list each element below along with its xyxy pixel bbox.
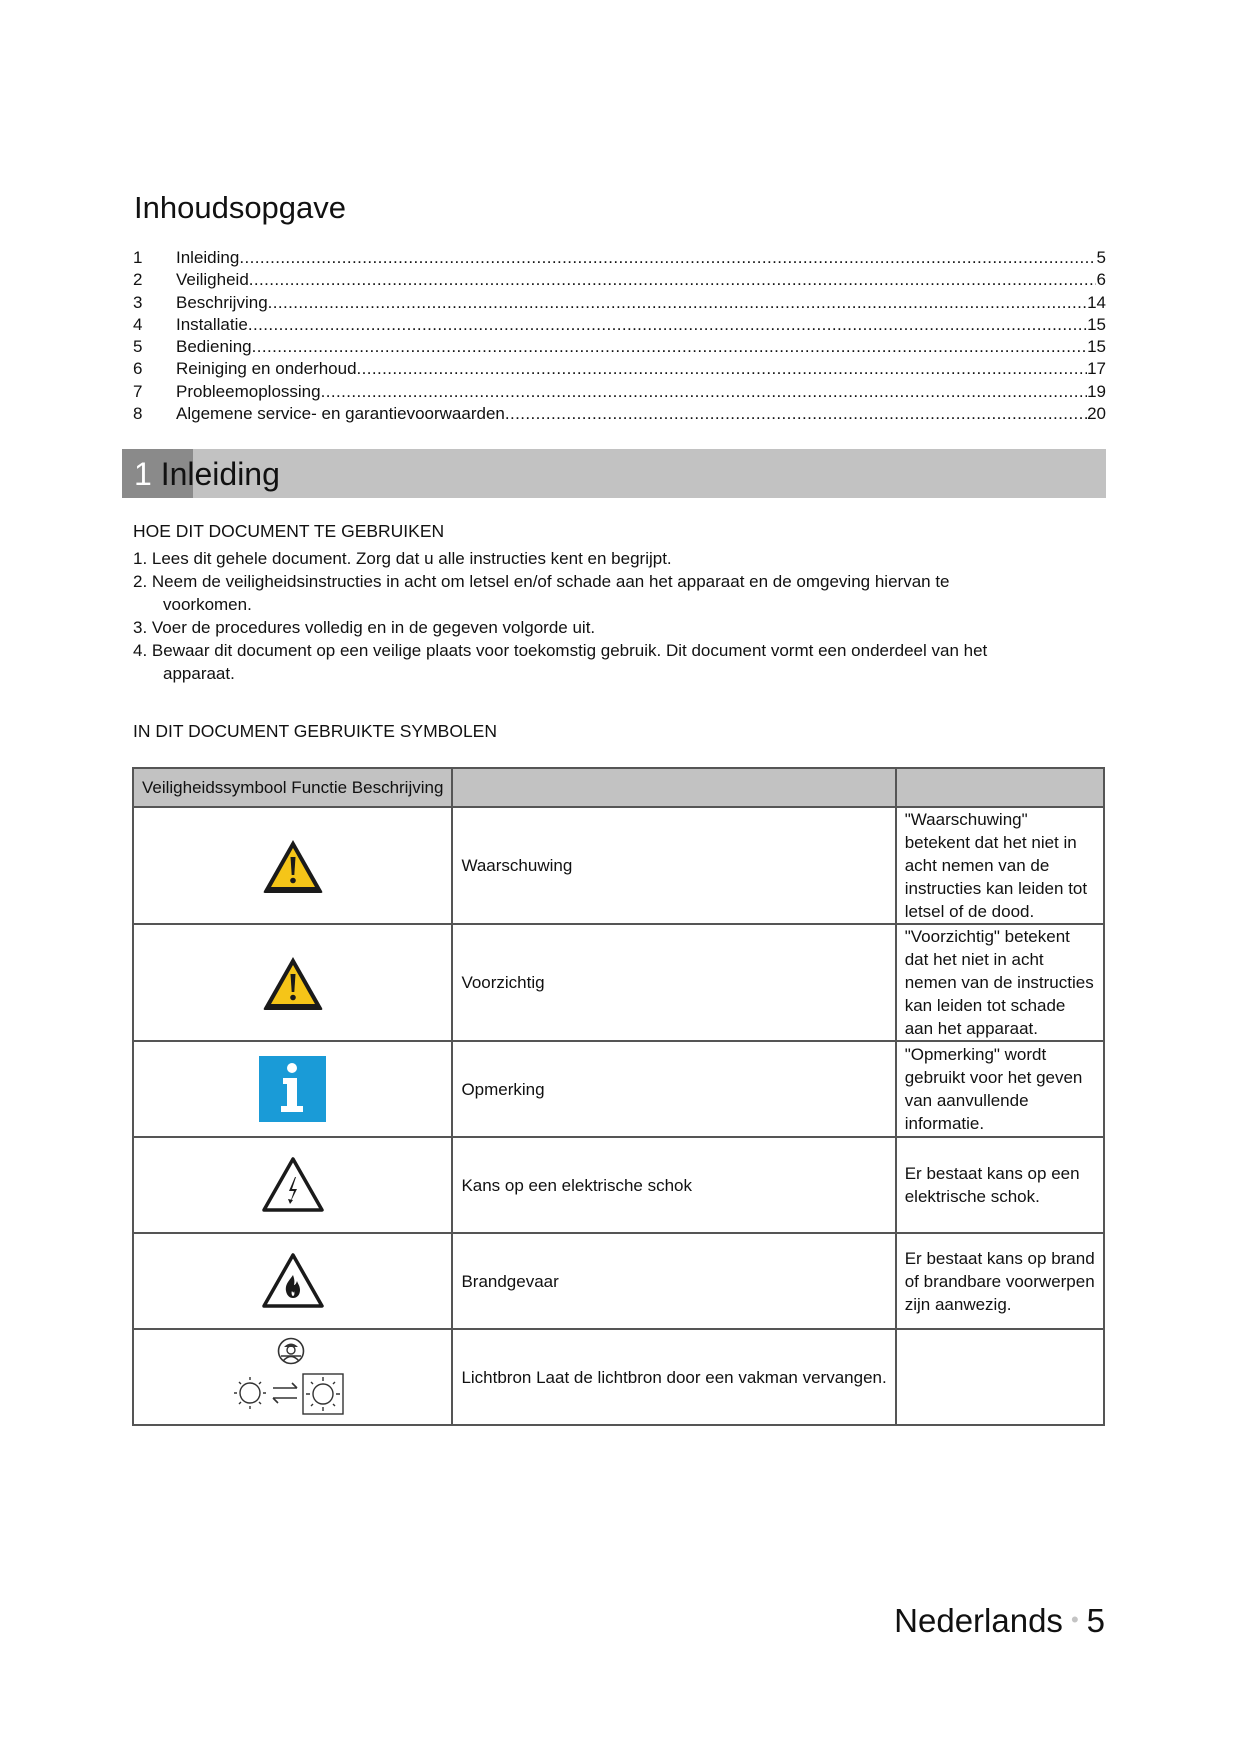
chapter-title: Inleiding xyxy=(160,456,280,492)
table-row xyxy=(133,1137,1104,1233)
description-cell xyxy=(896,1041,1104,1137)
toc-entry-page: 15 xyxy=(1087,337,1106,357)
toc-entry-label: Probleemoplossing xyxy=(176,381,321,401)
table-row xyxy=(133,1233,1104,1329)
function-cell xyxy=(452,924,895,1041)
toc-entry-page: 20 xyxy=(1087,404,1106,424)
toc-entry[interactable] xyxy=(133,314,1106,336)
toc-entry-number: 2 xyxy=(133,270,143,290)
technician-icon xyxy=(278,1339,303,1364)
table-row xyxy=(133,1041,1104,1137)
toc-entry-label: Veiligheid xyxy=(176,270,249,290)
symbol-function: Brandgevaar xyxy=(461,1271,559,1291)
info-icon xyxy=(259,1056,326,1122)
chapter-heading xyxy=(134,455,280,493)
symbol-cell xyxy=(133,1329,452,1425)
instruction-text: 3. Voer de procedures volledig en in de gegeven volgorde uit. xyxy=(133,618,596,637)
description-cell xyxy=(896,1137,1104,1233)
table-row xyxy=(133,1329,1104,1425)
symbol-function: Waarschuwing xyxy=(461,856,573,875)
toc-entry[interactable] xyxy=(133,269,1106,291)
toc-entry-label: Inleiding xyxy=(176,248,240,267)
table-header-text: Veiligheidssymbool Functie Beschrijving xyxy=(142,778,444,797)
toc-entry[interactable] xyxy=(133,381,1106,403)
table-header-cell xyxy=(896,768,1104,807)
lamp-icon xyxy=(234,1377,266,1409)
toc-leader-dots xyxy=(357,358,1088,380)
toc-entry-label: Algemene service- en garantievoorwaarden xyxy=(176,404,505,424)
toc-leader-dots xyxy=(252,336,1087,358)
chapter-number: 1 xyxy=(134,456,152,492)
how-to-use-heading: HOE DIT DOCUMENT TE GEBRUIKEN xyxy=(133,521,445,541)
toc-entry[interactable] xyxy=(133,403,1106,425)
caution-triangle-icon xyxy=(261,954,325,1012)
symbol-function: Voorzichtig xyxy=(461,973,545,992)
toc-entry-number: 1 xyxy=(133,248,143,267)
symbol-function: Opmerking xyxy=(461,1079,545,1099)
description-cell xyxy=(896,1233,1104,1329)
toc-entry[interactable] xyxy=(133,358,1106,380)
symbol-description: "Opmerking" wordt gebruikt voor het geven van aanvullende informatie. xyxy=(904,1045,1083,1133)
toc-entry-number: 6 xyxy=(133,359,143,379)
symbol-cell xyxy=(133,924,452,1041)
symbol-description: Er bestaat kans op een elektrische schok. xyxy=(904,1164,1080,1206)
warning-triangle-icon xyxy=(261,837,325,895)
toc-title: Inhoudsopgave xyxy=(134,190,347,225)
footer-separator: • xyxy=(1070,1607,1079,1632)
fire-hazard-icon xyxy=(260,1251,326,1311)
toc-leader-dots xyxy=(321,381,1087,403)
function-cell xyxy=(452,807,895,924)
symbol-cell xyxy=(133,1041,452,1137)
table-of-contents xyxy=(133,247,1106,425)
toc-entry-number: 4 xyxy=(133,314,143,334)
electric-shock-icon xyxy=(260,1155,326,1215)
toc-entry-page: 15 xyxy=(1087,314,1106,334)
footer-language: Nederlands xyxy=(894,1602,1063,1639)
instruction-item xyxy=(133,547,1093,570)
symbol-function: Kans op een elektrische schok xyxy=(461,1175,693,1195)
toc-entry[interactable] xyxy=(133,336,1106,358)
instruction-text: 2. Neem de veiligheidsinstructies in acht om letsel en/of schade aan het apparaat en de omgeving hiervan te xyxy=(133,572,950,591)
toc-leader-dots xyxy=(249,269,1096,291)
function-cell xyxy=(452,1041,895,1137)
toc-leader-dots xyxy=(505,403,1087,425)
symbol-description: Er bestaat kans op brand of brandbare voorwerpen zijn aanwezig. xyxy=(904,1248,1095,1314)
instruction-item xyxy=(133,639,1093,685)
description-cell xyxy=(896,1329,1104,1425)
toc-entry-number: 7 xyxy=(133,381,143,401)
light-source-replacement-icon xyxy=(231,1337,355,1417)
toc-entry[interactable] xyxy=(133,292,1106,314)
chapter-heading-bar xyxy=(122,449,1106,498)
toc-entry-page: 14 xyxy=(1087,292,1106,312)
table-header-cell xyxy=(452,768,895,807)
function-cell xyxy=(452,1137,895,1233)
symbols-table xyxy=(132,767,1105,1426)
symbol-cell xyxy=(133,807,452,924)
instruction-text-continued: voorkomen. xyxy=(163,595,252,614)
symbol-cell xyxy=(133,1233,452,1329)
toc-leader-dots xyxy=(248,314,1087,336)
instruction-text-continued: apparaat. xyxy=(163,664,235,683)
toc-entry-page: 6 xyxy=(1096,270,1106,290)
description-cell xyxy=(896,924,1104,1041)
toc-entry[interactable] xyxy=(133,247,1106,269)
description-cell xyxy=(896,807,1104,924)
table-row xyxy=(133,924,1104,1041)
instruction-item xyxy=(133,570,1093,616)
symbol-cell xyxy=(133,1137,452,1233)
toc-entry-label: Beschrijving xyxy=(176,292,268,312)
instruction-item xyxy=(133,616,1093,639)
toc-entry-page: 19 xyxy=(1087,381,1106,401)
table-row xyxy=(133,807,1104,924)
function-cell xyxy=(452,1329,895,1425)
swap-arrows-icon xyxy=(273,1383,297,1403)
page-number: 5 xyxy=(1086,1602,1105,1639)
page-footer xyxy=(894,1600,1105,1641)
toc-entry-page: 5 xyxy=(1096,248,1106,267)
boxed-lamp-icon xyxy=(303,1374,343,1414)
instructions-list xyxy=(133,547,1093,685)
toc-entry-label: Bediening xyxy=(176,337,252,357)
instruction-text: 1. Lees dit gehele document. Zorg dat u alle instructies kent en begrijpt. xyxy=(133,549,672,568)
toc-entry-number: 5 xyxy=(133,337,143,357)
toc-entry-number: 3 xyxy=(133,292,143,312)
toc-leader-dots xyxy=(239,247,1096,269)
function-cell xyxy=(452,1233,895,1329)
table-header-row xyxy=(133,768,1104,807)
toc-entry-label: Installatie xyxy=(176,314,248,334)
toc-leader-dots xyxy=(268,292,1087,314)
instruction-text: 4. Bewaar dit document op een veilige plaats voor toekomstig gebruik. Dit document vormt een onderdeel van het xyxy=(133,641,988,660)
symbol-function: Lichtbron Laat de lichtbron door een vakman vervangen. xyxy=(461,1367,887,1387)
toc-entry-page: 17 xyxy=(1087,359,1106,379)
table-header-cell xyxy=(133,768,452,807)
symbol-description: "Waarschuwing" betekent dat het niet in acht nemen van de instructies kan leiden tot letsel of de dood. xyxy=(904,810,1088,921)
symbol-description: "Voorzichtig" betekent dat het niet in acht nemen van de instructies kan leiden tot schade aan het apparaat. xyxy=(904,927,1094,1038)
toc-entry-number: 8 xyxy=(133,404,143,424)
toc-entry-label: Reiniging en onderhoud xyxy=(176,359,357,379)
symbols-heading: IN DIT DOCUMENT GEBRUIKTE SYMBOLEN xyxy=(133,721,497,741)
